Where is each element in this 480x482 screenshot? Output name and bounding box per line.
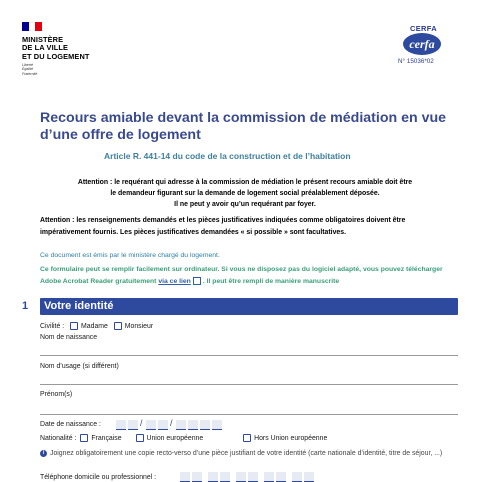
- nationalite-row: [40, 434, 327, 442]
- cerfa-logo: cerfa: [403, 33, 441, 55]
- option-monsieur: Monsieur: [124, 322, 154, 330]
- phone-digit-box[interactable]: [236, 472, 246, 482]
- identity-note-text: Joignez obligatoirement une copie recto-verso d’une pièce justifiant de votre identité (carte nationale d’identité, titre de séjour, ...): [50, 450, 443, 457]
- info-text: . Il peut être rempli de manière manuscrite: [202, 278, 340, 285]
- phone-digit-box[interactable]: [220, 472, 230, 482]
- attention-line: Attention : le requérant qui adresse à la commission de médiation le présent recours amiable doit être: [77, 179, 413, 186]
- date-digit-box[interactable]: [146, 420, 156, 430]
- phone-digit-box[interactable]: [292, 472, 302, 482]
- option-union-europeenne: Union européenne: [146, 434, 204, 442]
- civilite-row: [40, 322, 153, 330]
- nom-usage-field[interactable]: [40, 384, 458, 385]
- external-link-icon[interactable]: [193, 277, 201, 285]
- attention-block-1: [40, 177, 450, 210]
- checkbox-union-europeenne[interactable]: [136, 434, 144, 442]
- nom-usage-label: Nom d’usage (si différent): [40, 363, 119, 370]
- motto-line: Égalité: [22, 67, 33, 72]
- phone-digit-box[interactable]: [208, 472, 218, 482]
- section-number: 1: [22, 300, 29, 312]
- checkbox-madame[interactable]: [70, 322, 78, 330]
- info-emitter: Ce document est émis par le ministère chargé du logement.: [40, 252, 220, 259]
- attention-block-2: Attention : les renseignements demandés et les pièces justificatives indiquées comme obligatoires doivent être impérativement fournis. Les pièces justificatives demandées « si possible » sont facultatives.: [40, 217, 406, 236]
- prenoms-label: Prénom(s): [40, 391, 73, 398]
- date-digit-box[interactable]: [176, 420, 186, 430]
- page-subtitle: Article R. 441-14 du code de la construction et de l’habitation: [104, 151, 351, 161]
- flag-white: [29, 22, 36, 31]
- option-madame: Madame: [81, 322, 108, 330]
- date-digit-box[interactable]: [188, 420, 198, 430]
- nom-naissance-field[interactable]: [40, 355, 458, 356]
- motto-line: Liberté: [22, 63, 33, 67]
- date-digit-box[interactable]: [212, 420, 222, 430]
- cerfa-label: CERFA: [410, 24, 437, 33]
- telephone-label: Téléphone domicile ou professionnel :: [40, 474, 157, 481]
- date-naissance-label: Date de naissance :: [40, 421, 101, 428]
- phone-digit-box[interactable]: [192, 472, 202, 482]
- prenoms-field[interactable]: [40, 414, 458, 415]
- republic-motto: [22, 63, 37, 76]
- attention-line: le demandeur figurant sur la demande de logement social préalablement déposée.: [110, 190, 380, 197]
- phone-digit-box[interactable]: [276, 472, 286, 482]
- flag-red: [35, 22, 42, 31]
- nationalite-label: Nationalité :: [40, 434, 77, 442]
- option-francaise: Française: [91, 434, 122, 442]
- attention-line: Il ne peut y avoir qu’un requérant par foyer.: [174, 201, 316, 208]
- date-digit-box[interactable]: [128, 420, 138, 430]
- date-separator: /: [140, 418, 143, 428]
- date-digit-box[interactable]: [200, 420, 210, 430]
- checkbox-monsieur[interactable]: [114, 322, 122, 330]
- ministry-line: ET DU LOGEMENT: [22, 51, 90, 61]
- phone-digit-box[interactable]: [304, 472, 314, 482]
- motto-line: Fraternité: [22, 71, 38, 76]
- option-hors-ue: Hors Union européenne: [254, 434, 328, 442]
- marianne-flag: [22, 22, 42, 31]
- info-fillable: [40, 264, 460, 288]
- identity-note: [40, 448, 458, 459]
- civilite-label: Civilité :: [40, 322, 65, 330]
- ministry-line: MINISTÈRE: [22, 35, 64, 44]
- nom-naissance-label: Nom de naissance: [40, 334, 98, 341]
- page-title: Recours amiable devant la commission de médiation en vue d’une offre de logement: [40, 110, 447, 143]
- section-title: Votre identité: [44, 300, 114, 312]
- phone-digit-box[interactable]: [264, 472, 274, 482]
- info-text: Ce formulaire peut se remplir facilement sur ordinateur. Si vous ne disposez pas du logiciel adapté, vous pouvez télécharger Adobe Acrobat Reader gratuitement: [40, 266, 443, 285]
- acrobat-download-link[interactable]: via ce lien: [158, 278, 191, 285]
- checkbox-hors-ue[interactable]: [243, 434, 251, 442]
- info-icon: i: [40, 450, 47, 457]
- ministry-line: DE LA VILLE: [22, 43, 68, 53]
- phone-digit-box[interactable]: [248, 472, 258, 482]
- flag-blue: [22, 22, 29, 31]
- date-separator: /: [170, 418, 173, 428]
- ministry-name: [22, 36, 90, 61]
- phone-digit-box[interactable]: [180, 472, 190, 482]
- date-digit-box[interactable]: [158, 420, 168, 430]
- date-digit-box[interactable]: [116, 420, 126, 430]
- checkbox-francaise[interactable]: [80, 434, 88, 442]
- cerfa-number: N° 15036*02: [398, 58, 434, 65]
